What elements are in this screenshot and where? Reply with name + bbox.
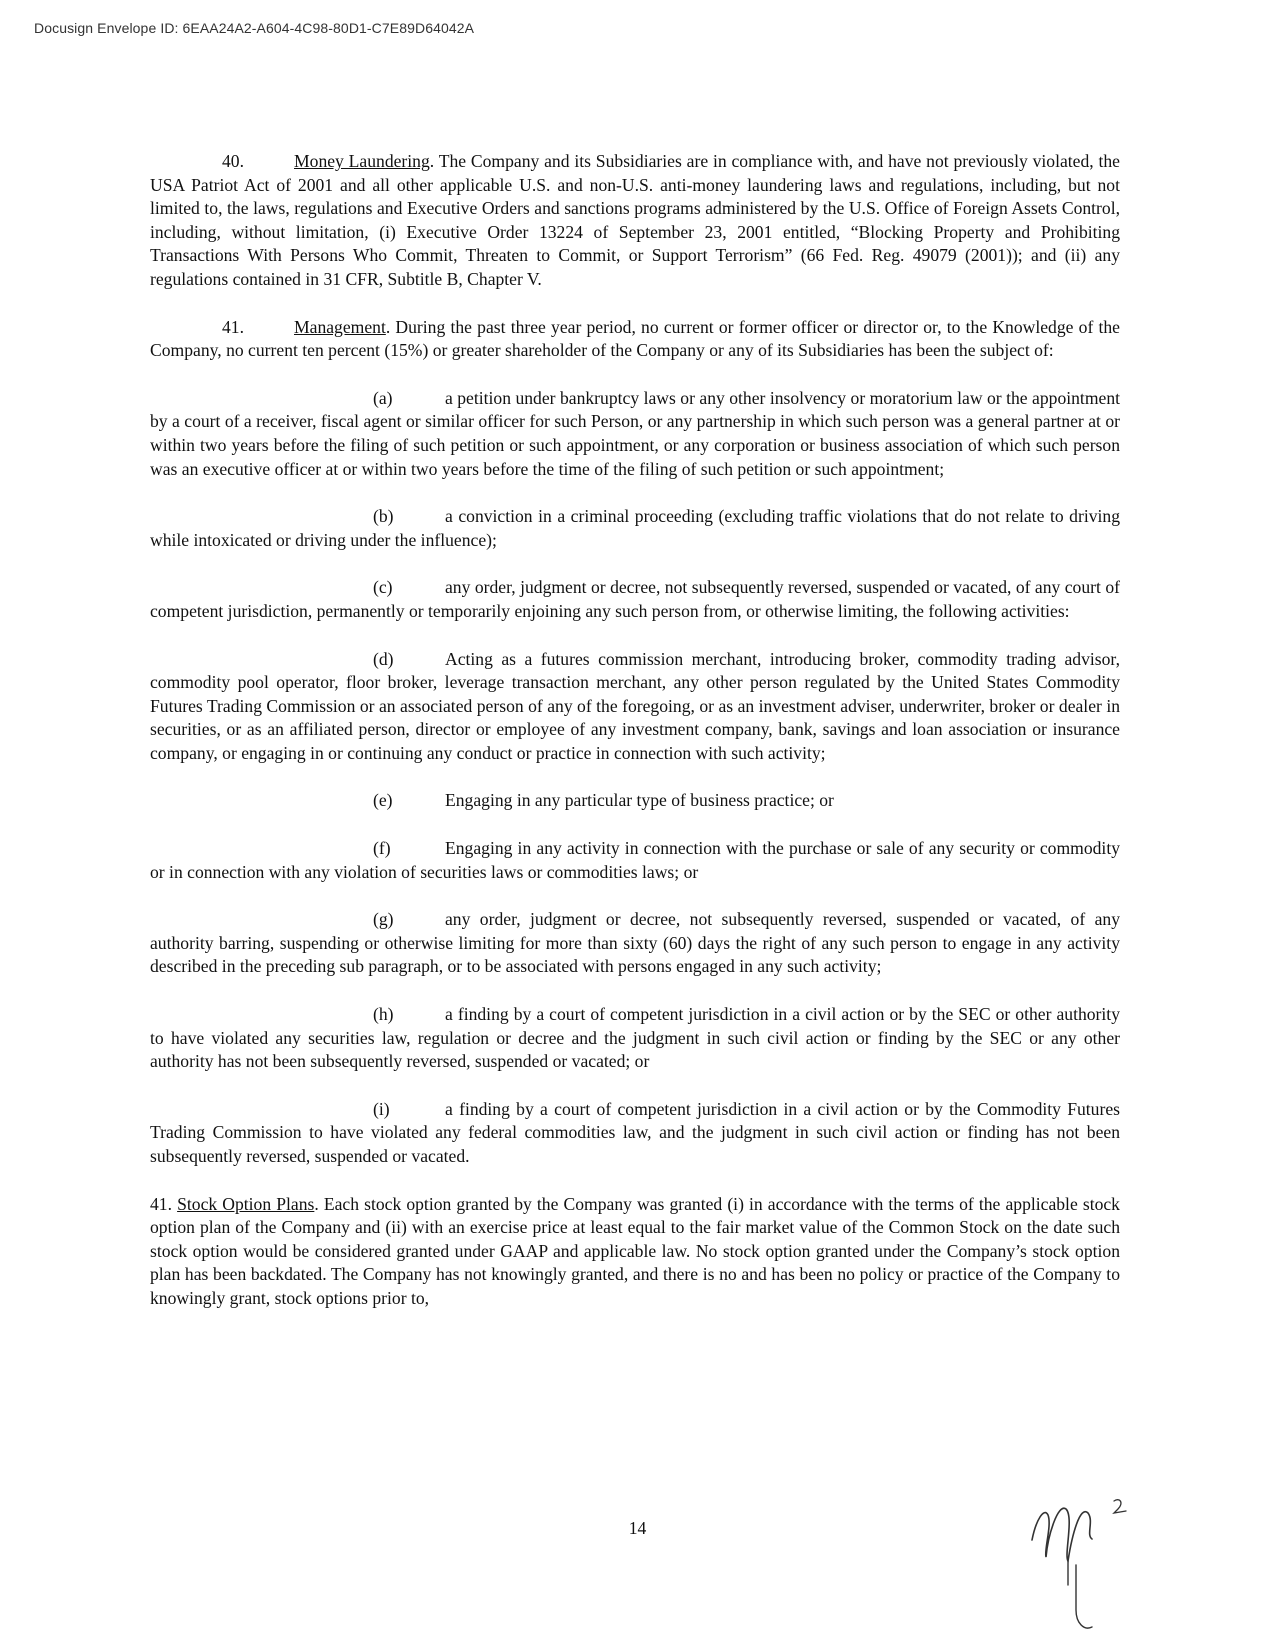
section-number: 40. (222, 151, 244, 171)
clause-a (150, 387, 1120, 481)
clause-e (150, 789, 1120, 813)
section-number: 41. (222, 316, 244, 337)
clause-text: Engaging in any particular type of business practice; or (445, 790, 834, 811)
page-number: 14 (628, 1518, 647, 1538)
clause-text: a petition under bankruptcy laws or any other insolvency or moratorium law or the appointment by a court of a receiver, fiscal agent or similar officer for such Person, or any partnership in which such person was a general partner at or within two years before the filing of such petition or such appointment, or any corporation or business association of which such person was an executive officer at or within two years before the time of the filing of such petition or such appointment; (150, 387, 1120, 479)
clause-label: (c) (373, 577, 393, 598)
clause-g (150, 908, 1120, 979)
clause-label: (d) (373, 648, 394, 669)
clause-label: (f) (373, 838, 391, 859)
clause-c (150, 576, 1120, 623)
clause-text: a finding by a court of competent jurisdiction in a civil action or by the Commodity Futures Trading Commission to have violated any federal commodities law, and the judgment in such civil action or finding has not been subsequently reversed, suspended or vacated. (150, 1098, 1120, 1166)
clause-text: Engaging in any activity in connection with the purchase or sale of any security or commodity or in connection with any violation of securities laws or commodities laws; or (150, 838, 1120, 882)
section-text: . Each stock option granted by the Company was granted (i) in accordance with the terms of the applicable stock option plan of the Company and (ii) with an exercise price at least equal to the fair market value of the Common Stock on the date such stock option would be considered granted under GAAP and applicable law. No stock option granted under the Company’s stock option plan has been backdated. The Company has not knowingly granted, and there is no and has been no policy or practice of the Company to knowingly grant, stock options prior to, (150, 1193, 1120, 1308)
clause-f (150, 837, 1120, 884)
section-title: Management (294, 316, 386, 337)
section-money-laundering (150, 150, 1120, 292)
clause-label: (h) (373, 1004, 394, 1025)
section-number: 41. (150, 1193, 172, 1214)
clause-b (150, 505, 1120, 552)
clause-text: any order, judgment or decree, not subsequently reversed, suspended or vacated, of any court of competent jurisdiction, permanently or temporarily enjoining any such person from, or otherwise limiting, the following activities: (150, 577, 1120, 621)
section-text: . During the past three year period, no current or former officer or director or, to the Knowledge of the Company, no current ten percent (15%) or greater shareholder of the Company or any of its Subsidiaries has been the subject of: (150, 316, 1120, 361)
clause-d (150, 648, 1120, 766)
clause-h (150, 1003, 1120, 1074)
clause-label: (b) (373, 506, 394, 527)
clause-text: a conviction in a criminal proceeding (excluding traffic violations that do not relate to driving while intoxicated or driving under the influence); (150, 506, 1120, 550)
section-title: Money Laundering (294, 151, 430, 171)
section-stock-option-plans (150, 1193, 1120, 1311)
clause-text: a finding by a court of competent jurisdiction in a civil action or by the SEC or other authority to have violated any securities law, regulation or decree and the judgment in such civil action or finding by the SEC or any other authority has not been subsequently reversed, suspended or vacated; or (150, 1004, 1120, 1072)
document-body (150, 150, 1120, 1335)
clause-text: any order, judgment or decree, not subsequently reversed, suspended or vacated, of any authority barring, suspending or otherwise limiting for more than sixty (60) days the right of any such person to engage in any activity described in the preceding sub paragraph, or to be associated with persons engaged in any such activity; (150, 909, 1120, 977)
clause-label: (i) (373, 1098, 390, 1119)
section-title: Stock Option Plans (177, 1193, 315, 1214)
section-text: . The Company and its Subsidiaries are in compliance with, and have not previously violated, the USA Patriot Act of 2001 and all other applicable U.S. and non-U.S. anti-money laundering laws and regulations, including, but not limited to, the laws, regulations and Executive Orders and sanctions programs administered by the U.S. Office of Foreign Assets Control, including, without limitation, (i) Executive Order 13224 of September 23, 2001 entitled, “Blocking Property and Prohibiting Transactions With Persons Who Commit, Threaten to Commit, or Support Terrorism” (66 Fed. Reg. 49079 (2001)); and (ii) any regulations contained in 31 CFR, Subtitle B, Chapter V. (150, 151, 1120, 289)
clause-i (150, 1098, 1120, 1169)
clause-label: (g) (373, 909, 394, 930)
clause-text: Acting as a futures commission merchant, introducing broker, commodity trading advisor, commodity pool operator, floor broker, leverage transaction merchant, any other person regulated by the United States Commodity Futures Trading Commission or an associated person of any of the foregoing, or as an investment adviser, underwriter, broker or dealer in securities, or as an affiliated person, director or employee of any investment company, bank, savings and loan association or insurance company, or engaging in or continuing any conduct or practice in connection with such activity; (150, 648, 1120, 763)
clause-label: (e) (373, 790, 393, 811)
clause-label: (a) (373, 387, 393, 408)
section-management (150, 316, 1120, 363)
signature-initials-icon (1030, 1495, 1140, 1635)
docusign-envelope-id: Docusign Envelope ID: 6EAA24A2-A604-4C98-80D1-C7E89D64042A (34, 20, 475, 36)
